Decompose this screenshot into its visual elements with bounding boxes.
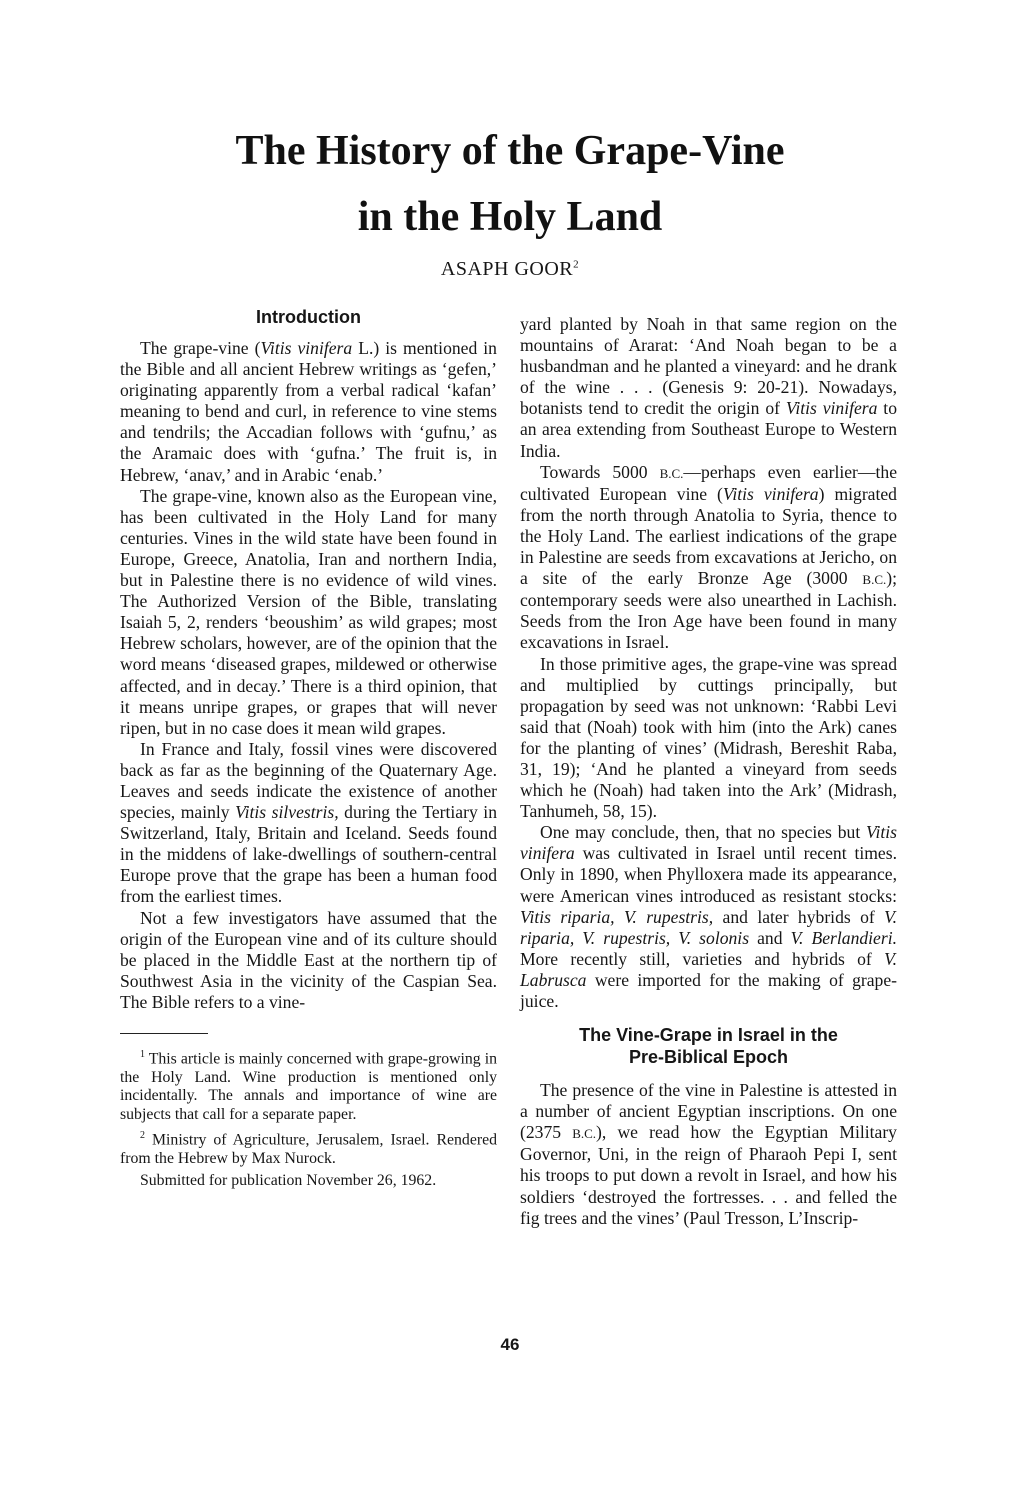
footnotes [120,1046,497,1190]
title-line-2: in the Holy Land [357,194,663,240]
article-title [0,118,1020,250]
left-column [120,306,497,1193]
paragraph: The grape-vine (Vitis vinifera L.) is mentioned in the Bible and all ancient Hebrew writings as ‘gefen,’ originating apparently from a verbal radical ‘kafan’ meaning to bend and curl, in reference to vine stems and tendrils; the Accadian follows with ‘gufnu,’ as the Aramaic does with ‘gufna.’ The fruit is, in Hebrew, ‘anav,’ and in Arabic ‘enab.’ [120,338,497,485]
footnote-1: $^1$ This article is mainly concerned with grape-growing in the Holy Land. Wine production is mentioned only incidentally. The annals and importance of wine are subjects that call for a separate paper. [120,1049,497,1123]
paragraph: yard planted by Noah in that same region on the mountains of Ararat: ‘And Noah began to be a husbandman and he planted a vineyard: and he drank of the wine . . . (Genesis 9: 20-21). Nowadays, botanists tend to credit the origin of Vitis vinifera to an area extending from Southeast Europe to Western India. [520,314,897,461]
paragraph: In those primitive ages, the grape-vine was spread and multiplied by cuttings principally, but propagation by seed was not unknown: ‘Rabbi Levi said that (Noah) took with him (into the Ark) canes for the planting of vines’ (Midrash, Bereshit Raba, 31, 19); ‘And he planted a vineyard from seeds which he (Noah) had taken into the Ark’ (Midrash, Tanhumeh, 58, 15). [520,653,897,822]
submission-note: Submitted for publication November 26, 1962. [140,1171,437,1189]
paragraph: In France and Italy, fossil vines were discovered back as far as the beginning of the Quaternary Age. Leaves and seeds indicate the existence of another species, mainly Vitis silvestris, during the Tertiary in Switzerland, Italy, Britain and Iceland. Seeds found in the middens of lake-dwellings of southern-central Europe prove that the grape has been a human food from the earliest times. [120,738,497,907]
right-column [520,314,897,1229]
paragraph: The presence of the vine in Palestine is attested in a number of ancient Egyptian inscriptions. On one (2375 B.C.), we read how the Egyptian Military Governor, Uni, in the reign of Pharaoh Pepi I, sent his troops to put down a revolt in Israel, and how his soldiers ‘destroyed the fortresses. . . and felled the fig trees and the vines’ (Paul Tresson, L’Inscrip- [520,1080,897,1228]
paragraph: Not a few investigators have assumed that the origin of the European vine and of its culture should be placed in the Middle East at the northern tip of Southwest Asia in the vicinity of the Caspian Sea. The Bible refers to a vine- [120,907,497,1012]
footnote-2: $^2$ Ministry of Agriculture, Jerusalem, Israel. Rendered from the Hebrew by Max Nurock. [120,1130,497,1168]
paragraph: The grape-vine, known also as the European vine, has been cultivated in the Holy Land for many centuries. Vines in the wild state have been found in Europe, Greece, Anatolia, Iran and northern India, but in Palestine there is no evidence of wild vines. The Authorized Version of the Bible, translating Isaiah 5, 2, renders ‘beoushim’ as wild grapes; most Hebrew scholars, however, are of the opinion that the word means ‘diseased grapes, mildewed or otherwise affected, and in decay.’ There is a third opinion, that it means unripe grapes, or grapes that will never ripen, but in no case does it mean wild grapes. [120,485,497,738]
title-line-1: The History of the Grape-Vine [235,128,785,174]
author-footnote-mark: 2 [573,258,580,271]
section-heading-pre-biblical: The Vine-Grape in Israel in the Pre-Biblical Epoch [579,1025,838,1068]
author-name: ASAPH GOOR [440,258,574,280]
paragraph: One may conclude, then, that no species but Vitis vinifera was cultivated in Israel until recent times. Only in 1890, when Phylloxera made its appearance, were American vines introduced as resistant stocks: Vitis riparia, V. rupestris, and later hybrids of V. riparia, V. rupestris, V. solonis and V. Berlandieri. More recently still, varieties and hybrids of V. Labrusca were imported for the making of grape-juice. [520,822,898,1011]
page-number: 46 [500,1335,520,1354]
author-line [0,258,1020,281]
footnote-divider [120,1033,208,1034]
section-heading-introduction: Introduction [256,307,361,327]
paragraph: Towards 5000 B.C.—perhaps even earlier—the cultivated European vine (Vitis vinifera) migrated from the north through Anatolia to Syria, thence to the Holy Land. The earliest indications of the grape in Palestine are seeds from excavations at Jericho, on a site of the early Bronze Age (3000 B.C.); contemporary seeds were also unearthed in Lachish. Seeds from the Iron Age have been found in many excavations in Israel. [520,461,897,653]
